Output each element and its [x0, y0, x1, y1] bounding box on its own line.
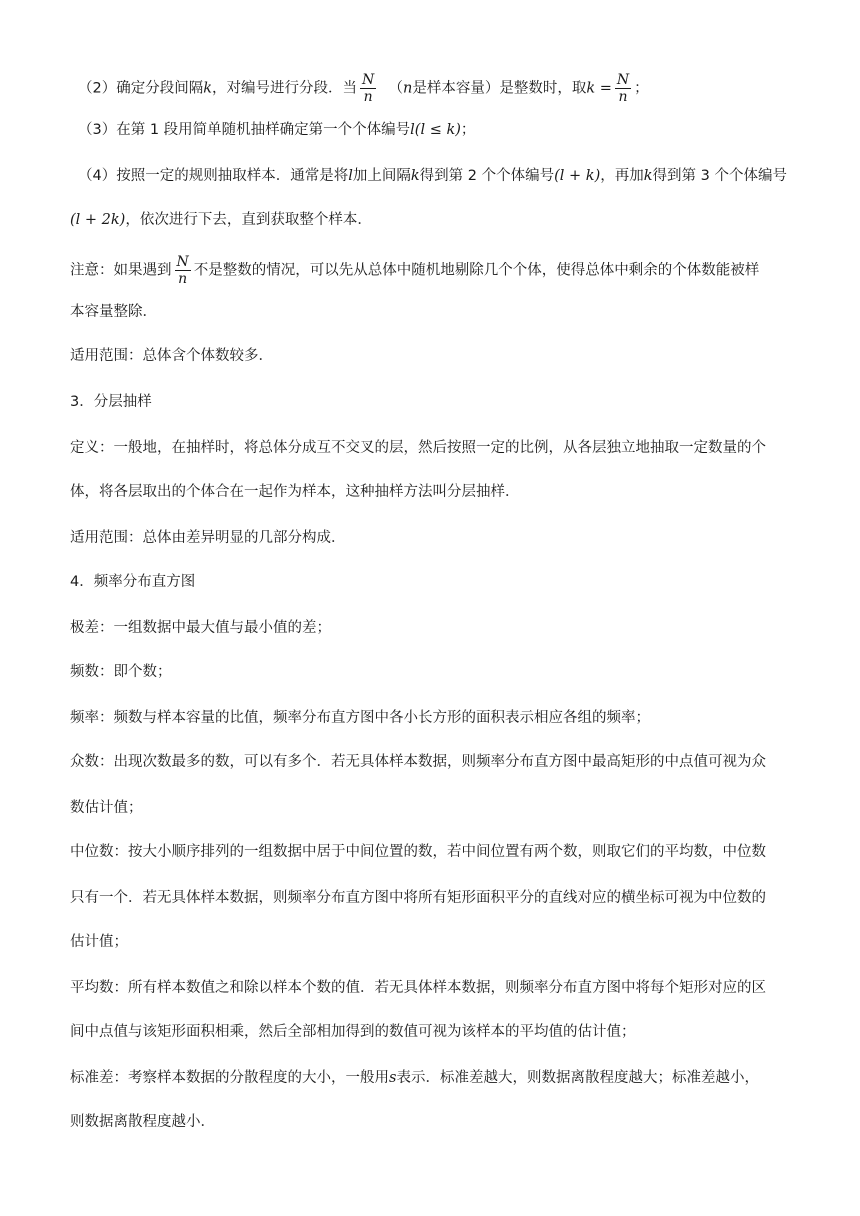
std-text-b: 表示．标准差越大，则数据离散程度越大；标准差越小，	[396, 1070, 759, 1086]
math-l-plus-k: (l + k)	[554, 168, 601, 184]
step-3-line	[78, 120, 794, 140]
step-2-paren-open: （	[388, 80, 403, 97]
note-text-a: 注意：如果遇到	[70, 262, 172, 279]
fraction-numerator: N	[362, 72, 375, 88]
fraction-numerator: N	[616, 72, 630, 88]
math-k: k	[643, 168, 653, 184]
note-line-2: 本容量整除．	[70, 304, 157, 320]
math-s: s	[389, 1070, 397, 1086]
math-k-equals: k =	[586, 80, 612, 97]
step-2-text-d: 是样本容量）是整数时，取	[412, 80, 587, 97]
math-k: k	[410, 168, 420, 184]
fraction-numerator: N	[176, 254, 189, 270]
mean-definition-line-2: 间中点值与该矩形面积相乘，然后全部相加得到的数值可视为该样本的平均值的估计值；	[70, 1024, 636, 1040]
math-l-condition: l(l ≤ k)	[410, 122, 461, 138]
mode-definition-line-2: 数估计值；	[70, 800, 143, 816]
section-heading-histogram: 4．频率分布直方图	[70, 574, 196, 590]
mean-definition-line-1: 平均数：所有样本数值之和除以样本个数的值．若无具体样本数据，则频率分布直方图中将每个矩形对应的区	[70, 980, 766, 996]
math-k: k	[203, 80, 213, 97]
fraction-N-over-n-3	[175, 254, 191, 287]
step-2-line	[78, 72, 794, 105]
step-3-text-b: ；	[460, 122, 476, 138]
step-2-text-b: ，对编号进行分段．当	[212, 80, 358, 97]
systematic-scope: 适用范围：总体含个体数较多．	[70, 348, 273, 364]
math-l: l	[348, 168, 353, 184]
step-4-text-a: （4）按照一定的规则抽取样本．通常是将	[78, 168, 349, 184]
fraction-denominator: n	[175, 270, 191, 287]
step-4-text-c: 得到第 2 个个体编号	[419, 168, 555, 184]
median-definition-line-2: 只有一个．若无具体样本数据，则频率分布直方图中将所有矩形面积平分的直线对应的横坐标可视为中位数的	[70, 890, 766, 906]
fraction-denominator: n	[360, 88, 376, 105]
step-4-text-f: ，依次进行下去，直到获取整个样本．	[125, 212, 372, 228]
note-line	[70, 254, 794, 287]
step-4-text-d: ，再加	[600, 168, 644, 184]
median-definition-line-3: 估计值；	[70, 934, 128, 950]
stratified-definition-line-1: 定义：一般地，在抽样时，将总体分成互不交叉的层，然后按照一定的比例，从各层独立地抽取一定数量的个	[70, 440, 766, 456]
step-3-text-a: （3）在第 1 段用简单随机抽样确定第一个个体编号	[78, 122, 411, 138]
step-2-text-e: ；	[634, 80, 649, 97]
math-l-plus-2k: (l + 2k)	[70, 212, 126, 228]
frequency-rate-definition: 频率：频数与样本容量的比值，频率分布直方图中各小长方形的面积表示相应各组的频率；	[70, 710, 650, 726]
range-definition: 极差：一组数据中最大值与最小值的差；	[70, 620, 331, 636]
fraction-N-over-n	[360, 72, 376, 105]
section-heading-stratified: 3．分层抽样	[70, 394, 152, 410]
step-4-text-b: 加上间隔	[352, 168, 411, 184]
std-definition-line-2: 则数据离散程度越小．	[70, 1114, 215, 1130]
note-text-b: 不是整数的情况，可以先从总体中随机地剔除几个个体，使得总体中剩余的个体数能被样	[193, 262, 760, 279]
step-4-text-e: 得到第 3 个个体编号	[652, 168, 787, 184]
std-definition-line-1	[70, 1068, 794, 1088]
stratified-definition-line-2: 体，将各层取出的个体合在一起作为样本，这种抽样方法叫分层抽样．	[70, 484, 520, 500]
mode-definition-line-1: 众数：出现次数最多的数，可以有多个．若无具体样本数据，则频率分布直方图中最高矩形的中点值可视为众	[70, 754, 766, 770]
frequency-count-definition: 频数：即个数；	[70, 664, 172, 680]
stratified-scope: 适用范围：总体由差异明显的几部分构成．	[70, 530, 346, 546]
fraction-denominator: n	[615, 88, 631, 105]
std-text-a: 标准差：考察样本数据的分散程度的大小，一般用	[70, 1070, 389, 1086]
fraction-N-over-n-2	[615, 72, 631, 105]
step-4-line	[78, 166, 794, 186]
math-n: n	[403, 80, 413, 97]
step-2-text-a: （2）确定分段间隔	[78, 80, 204, 97]
median-definition-line-1: 中位数：按大小顺序排列的一组数据中居于中间位置的数，若中间位置有两个数，则取它们的平均数，中位数	[70, 844, 766, 860]
step-4-line-2	[70, 210, 794, 230]
